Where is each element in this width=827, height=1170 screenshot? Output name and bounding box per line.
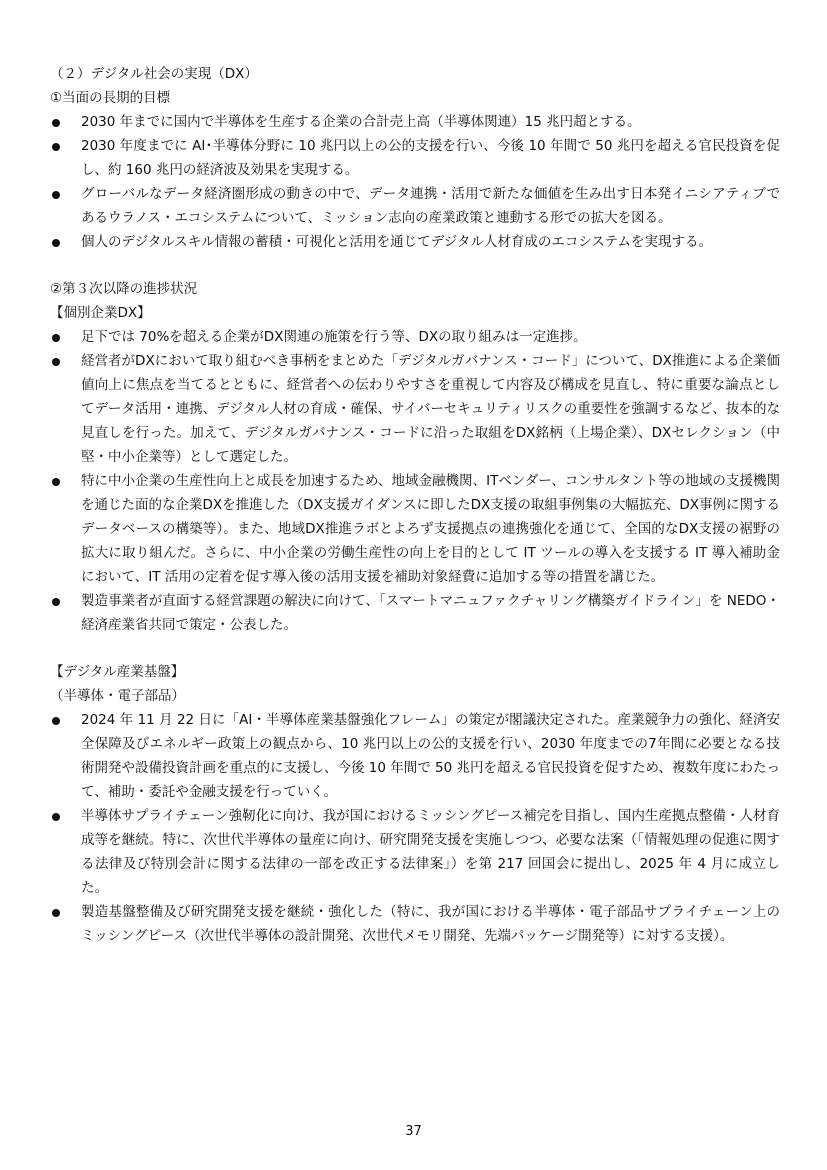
document-body <box>50 62 780 948</box>
list-item: 経営者がDXにおいて取り組むべき事柄をまとめた「デジタルガバナンス・コード」について、DX推進による企業価値向上に焦点を当てるとともに、経営者への伝わりやすさを重視して内容及び構成を見直し、特に重要な論点としてデータ活用・連携、デジタル人材の育成・確保、サイバーセキュリティリスクの重要性を強調するなど、抜本的な見直しを行った。加えて、デジタルガバナンス・コードに沿った取組をDX銘柄（上場企業）、DXセレクション（中堅・中小企業等）として選定した。 <box>50 349 780 469</box>
list-item: 2030 年度までに AI･半導体分野に 10 兆円以上の公的支援を行い、今後 10 年間で 50 兆円を超える官民投資を促し、約 160 兆円の経済波及効果を実現する。 <box>50 134 780 182</box>
bullet-icon <box>52 143 60 151</box>
list-item: 特に中小企業の生産性向上と成長を加速するため、地域金融機関、ITベンダー、コンサルタント等の地域の支援機関を通じた面的な企業DXを推進した（DX支援ガイダンスに即したDX支援の取組事例集の大幅拡充、DX事例に関するデータベースの構築等）。また、地域DX推進ラボとよろず支援拠点の連携強化を通じて、全国的なDX支援の裾野の拡大に取り組んだ。さらに、中小企業の労働生産性の向上を目的として IT ツールの導入を支援する IT 導入補助金において、IT 活用の定着を促す導入後の活用支援を補助対象経費に追加する等の措置を講じた。 <box>50 469 780 589</box>
bullet-icon <box>52 717 60 725</box>
spacer <box>50 637 780 660</box>
list-item: 半導体サプライチェーン強靭化に向け、我が国におけるミッシングピース補完を目指し、国内生産拠点整備・人材育成等を継続。特に、次世代半導体の量産に向け、研究開発支援を実施しつつ、必要な法案（「情報処理の促進に関する法律及び特別会計に関する法律の一部を改正する法律案」）を第 217 回国会に提出し、2025 年 4 月に成立した。 <box>50 804 780 900</box>
bullet-icon <box>52 334 60 342</box>
list-item: グローバルなデータ経済圏形成の動きの中で、データ連携・活用で新たな価値を生み出す日本発イニシアティブであるウラノス・エコシステムについて、ミッション志向の産業政策と連動する形での拡大を図る。 <box>50 182 780 230</box>
bullet-icon <box>52 239 60 247</box>
list-item: 製造事業者が直面する経営課題の解決に向けて、「スマートマニュファクチャリング構築ガイドライン」を NEDO・経済産業省共同で策定・公表した。 <box>50 589 780 637</box>
semiconductor-sublabel: （半導体・電子部品） <box>50 688 185 704</box>
spacer <box>50 254 780 277</box>
section-heading: （２）デジタル社会の実現（DX） <box>50 66 258 82</box>
corporate-dx-label: 【個別企業DX】 <box>50 305 151 321</box>
bullet-icon <box>52 358 60 366</box>
digital-infrastructure-list <box>50 708 780 948</box>
goals-heading: ①当面の長期的目標 <box>50 90 171 106</box>
digital-infrastructure-label: 【デジタル産業基盤】 <box>50 664 185 680</box>
page-number: 37 <box>405 1124 422 1139</box>
goals-list <box>50 110 780 254</box>
progress-heading: ②第３次以降の進捗状況 <box>50 281 198 297</box>
list-item: 足下では 70%を超える企業がDX関連の施策を行う等、DXの取り組みは一定進捗。 <box>50 325 780 349</box>
list-item: 個人のデジタルスキル情報の蓄積・可視化と活用を通じてデジタル人材育成のエコシステムを実現する。 <box>50 230 780 254</box>
bullet-icon <box>52 119 60 127</box>
bullet-icon <box>52 813 60 821</box>
list-item: 2030 年までに国内で半導体を生産する企業の合計売上高（半導体関連）15 兆円超とする。 <box>50 110 780 134</box>
bullet-icon <box>52 598 60 606</box>
list-item: 2024 年 11 月 22 日に「AI・半導体産業基盤強化フレーム」の策定が閣議決定された。産業競争力の強化、経済安全保障及びエネルギー政策上の観点から、10 兆円以上の公的支援を行い、2030 年度までの7年間に必要となる技術開発や設備投資計画を重点的に支援し、今後 10 年間で 50 兆円を超える官民投資を促すため、複数年度にわたって、補助・委託や金融支援を行っていく。 <box>50 708 780 804</box>
bullet-icon <box>52 191 60 199</box>
bullet-icon <box>52 478 60 486</box>
bullet-icon <box>52 909 60 917</box>
list-item: 製造基盤整備及び研究開発支援を継続・強化した（特に、我が国における半導体・電子部品サプライチェーン上のミッシングピース（次世代半導体の設計開発、次世代メモリ開発、先端パッケージ開発等）に対する支援）。 <box>50 900 780 948</box>
corporate-dx-list <box>50 325 780 637</box>
